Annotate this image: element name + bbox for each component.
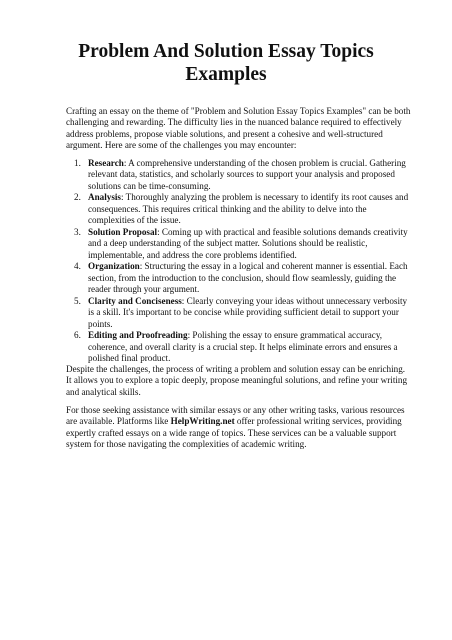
list-number: 2. (74, 192, 81, 203)
list-text: : Coming up with practical and feasible solutions demands creativity and a deep understanding of the subject matter. Solutions should be realistic, implementable, and address the core problems identified. (88, 226, 408, 260)
list-text: : Clearly conveying your ideas without unnecessary verbosity is a skill. It's important to be concise while providing sufficient detail to support your points. (88, 295, 408, 329)
list-term: Clarity and Conciseness (88, 295, 182, 306)
list-number: 6. (74, 330, 81, 341)
list-item (66, 227, 412, 261)
list-item (66, 296, 412, 330)
list-text: : Polishing the essay to ensure grammatical accuracy, coherence, and overall clarity is a crucial step. It helps eliminate errors and ensures a polished final product. (88, 330, 398, 364)
list-number: 1. (74, 158, 81, 168)
intro-paragraph: Crafting an essay on the theme of "Problem and Solution Essay Topics Examples" can be both challenging and rewarding. The difficulty lies in the nuanced balance required to effectively address problems, propose viable solutions, and present a cohesive and well-structured argument. Here are some of the challenges you may encounter: (66, 106, 411, 150)
assistance-text-after: offer professional writing services, providing expertly crafted essays on a wide range of topics. These services can be a valuable support system for those navigating the complexities of academic writing. (66, 416, 402, 449)
list-number: 4. (74, 261, 81, 272)
list-item (66, 261, 412, 295)
list-number: 5. (74, 295, 81, 306)
list-term: Editing and Proofreading (88, 330, 188, 341)
list-item (66, 158, 412, 192)
closing-paragraph: Despite the challenges, the process of writing a problem and solution essay can be enriching. It allows you to explore a topic deeply, propose meaningful solutions, and refine your writing and analytical skills. (66, 364, 408, 397)
brand-name: HelpWriting.net (170, 416, 235, 427)
challenges-list (66, 158, 412, 365)
list-item (66, 330, 412, 364)
list-text: : A comprehensive understanding of the chosen problem is crucial. Gathering relevant data, statistics, and scholarly sources to support your analysis and proposed solutions can be time-consuming. (88, 158, 406, 191)
assistance-text-before: For those seeking assistance with similar essays or any other writing tasks, various resources are available. Platforms like (66, 405, 405, 427)
list-term: Solution Proposal (88, 226, 158, 237)
list-number: 3. (74, 226, 81, 237)
list-text: : Thoroughly analyzing the problem is necessary to identify its root causes and consequences. This requires critical thinking and the ability to delve into the complexities of the issue. (88, 192, 409, 226)
assistance-paragraph (66, 405, 412, 450)
list-term: Research (88, 158, 124, 168)
page-title: Problem And Solution Essay Topics Examples (78, 41, 374, 85)
list-text: : Structuring the essay in a logical and coherent manner is essential. Each section, from the introduction to the conclusion, should flow seamlessly, guiding the reader through your argument. (88, 261, 408, 295)
list-term: Organization (88, 261, 140, 272)
list-item (66, 192, 412, 226)
list-term: Analysis (88, 192, 121, 203)
